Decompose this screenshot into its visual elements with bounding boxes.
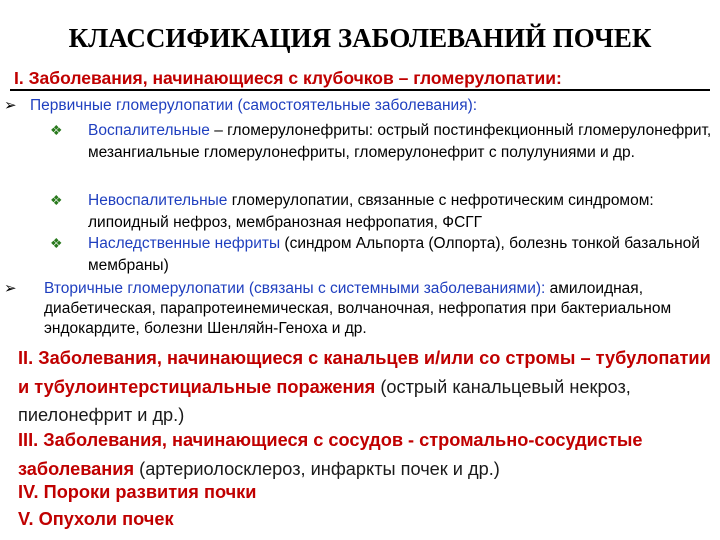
section-4-heading: IV. Пороки развития почки: [18, 482, 257, 502]
primary-item-term: Наследственные нефриты: [88, 235, 281, 252]
primary-item-1: [50, 120, 713, 163]
section-2-heading: II. Заболевания, начинающиеся с канальцев и/или со стромы – тубулопатии и тубулоинтерстициальные поражения: [18, 348, 711, 397]
primary-item-text: (синдром Альпорта (Олпорта), болезнь тонкой базальной мембраны): [88, 235, 700, 274]
primary-item-term: Невоспалительные: [88, 192, 228, 209]
secondary-group: [4, 279, 710, 339]
primary-item-2: [50, 190, 713, 233]
primary-item-text: гломерулопатии, связанные с нефротическим синдромом: липоидный нефроз, мембранозная нефропатия, ФСГГ: [88, 192, 654, 231]
section-2-text: (острый канальцевый некроз, пиелонефрит и др.): [18, 376, 631, 425]
secondary-label: Вторичные гломерулопатии (связаны с системными заболеваниями):: [44, 280, 546, 297]
secondary-text: амилоидная, диабетическая, парапротеинемическая, волчаночная, нефропатия при бактериальном эндокардите, болезни Шенляйн-Геноха и др.: [44, 280, 672, 337]
section-5: [18, 505, 713, 534]
section-4: [18, 478, 713, 507]
arrow-bullet-icon: ➢: [4, 97, 17, 114]
section-3: [18, 426, 713, 483]
page-title: КЛАССИФИКАЦИЯ ЗАБОЛЕВАНИЙ ПОЧЕК: [68, 23, 652, 53]
section-5-heading: V. Опухоли почек: [18, 509, 174, 529]
section-3-text: (артериолосклероз, инфаркты почек и др.): [134, 458, 500, 479]
primary-item-text: – гломерулонефриты: острый постинфекционный гломерулонефрит, мезангиальные гломерулонефриты, гломерулонефрит с полулуниями и др.: [88, 122, 712, 161]
heading-underline: [10, 89, 710, 91]
section-1-heading: I. Заболевания, начинающиеся с клубочков – гломерулопатии:: [14, 68, 562, 88]
primary-label: Первичные гломерулопатии (самостоятельные заболевания):: [30, 97, 478, 114]
primary-item-3: [50, 233, 713, 276]
primary-group: [4, 96, 700, 116]
diamond-bullet-icon: ❖: [50, 192, 63, 208]
section-3-heading: III. Заболевания, начинающиеся с сосудов - стромально-сосудистые заболевания: [18, 430, 643, 479]
primary-item-term: Воспалительные: [88, 122, 210, 139]
diamond-bullet-icon: ❖: [50, 235, 63, 251]
section-2: [18, 344, 713, 430]
diamond-bullet-icon: ❖: [50, 122, 63, 138]
arrow-bullet-icon: ➢: [4, 280, 17, 297]
